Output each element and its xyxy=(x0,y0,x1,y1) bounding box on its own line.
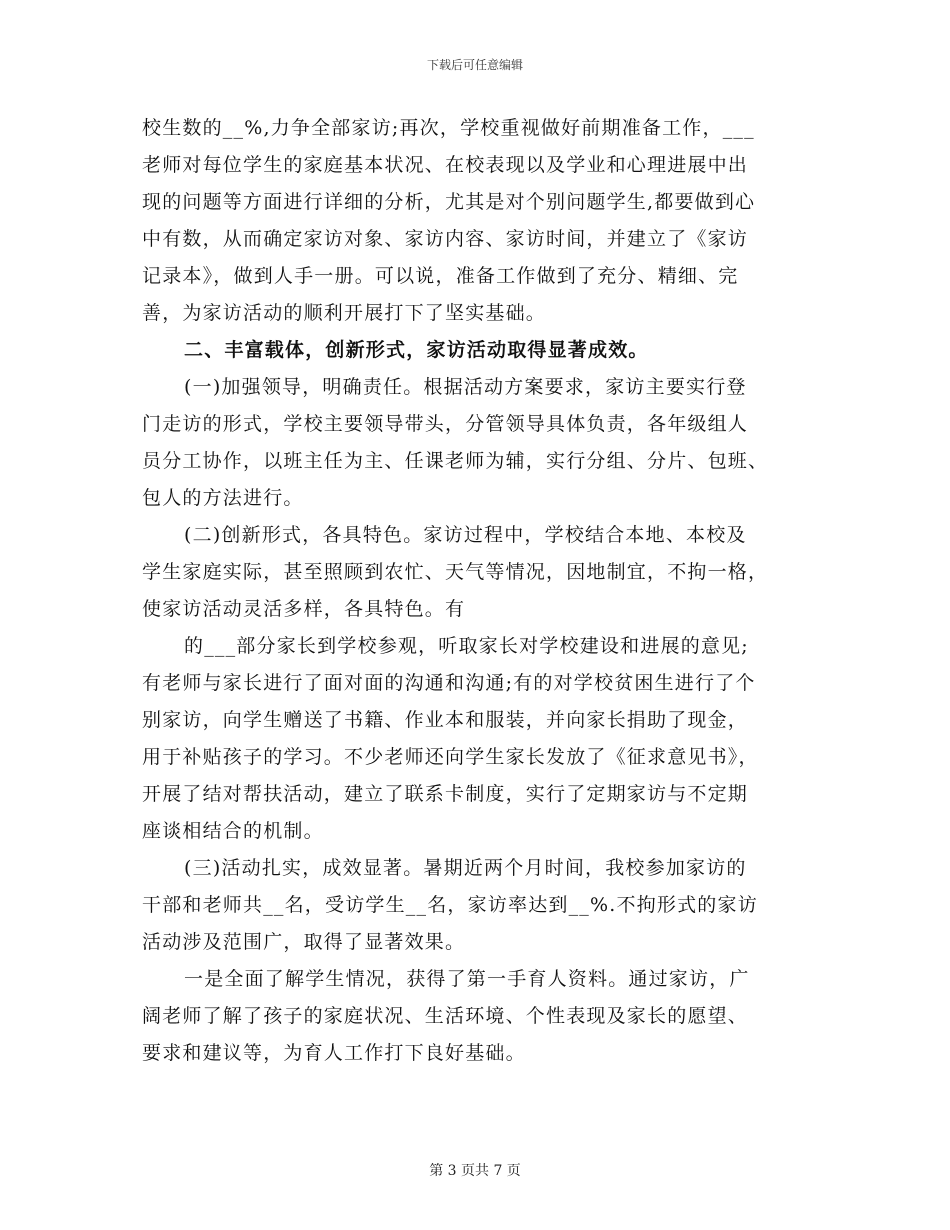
body-line: 老师对每位学生的家庭基本状况、在校表现以及学业和心理进展中出 xyxy=(142,154,749,176)
body-line: 用于补贴孩子的学习。不少老师还向学生家长发放了《征求意见书》， xyxy=(142,746,759,768)
body-line: 一是全面了解学生情况，获得了第一手育人资料。通过家访，广 xyxy=(184,968,750,990)
body-line: 校生数的__%,力争全部家访;再次，学校重视做好前期准备工作，___ xyxy=(142,117,755,139)
body-line: 活动涉及范围广，取得了显著效果。 xyxy=(142,931,466,953)
body-line: 学生家庭实际，甚至照顾到农忙、天气等情况，因地制宜，不拘一格， xyxy=(142,561,769,583)
body-line: 的___部分家长到学校参观，听取家长对学校建设和进展的意见; xyxy=(184,635,749,657)
body-line: 善，为家访活动的顺利开展打下了坚实基础。 xyxy=(142,302,547,324)
body-line: 使家访活动灵活多样，各具特色。有 xyxy=(142,598,466,620)
body-line: 门走访的形式，学校主要领导带头，分管领导具体负责，各年级组人 xyxy=(142,413,749,435)
section-heading: 二、丰富载体，创新形式，家访活动取得显著成效。 xyxy=(184,339,649,361)
body-line: 要求和建议等，为育人工作打下良好基础。 xyxy=(142,1042,526,1064)
body-line: (二)创新形式，各具特色。家访过程中，学校结合本地、本校及 xyxy=(184,524,747,546)
body-line: 员分工协作，以班主任为主、任课老师为辅，实行分组、分片、包班、 xyxy=(142,450,769,472)
body-line: 现的问题等方面进行详细的分析，尤其是对个别问题学生,都要做到心 xyxy=(142,191,756,213)
body-line: 中有数，从而确定家访对象、家访内容、家访时间，并建立了《家访 xyxy=(142,228,749,250)
body-line: 别家访，向学生赠送了书籍、作业本和服装，并向家长捐助了现金， xyxy=(142,709,749,731)
page-header: 下载后可任意编辑 xyxy=(426,58,523,72)
page-number: 第 3 页共 7 页 xyxy=(429,1163,521,1179)
body-line: 记录本》，做到人手一册。可以说，准备工作做到了充分、精细、完 xyxy=(142,265,739,287)
body-line: (一)加强领导，明确责任。根据活动方案要求，家访主要实行登 xyxy=(184,376,747,398)
body-line: 阔老师了解了孩子的家庭状况、生活环境、个性表现及家长的愿望、 xyxy=(142,1005,749,1027)
body-line: 包人的方法进行。 xyxy=(142,487,304,509)
body-line: 开展了结对帮扶活动，建立了联系卡制度，实行了定期家访与不定期 xyxy=(142,783,749,805)
body-line: 干部和老师共__名，受访学生__名，家访率达到__%.不拘形式的家访 xyxy=(142,894,758,916)
body-line: 座谈相结合的机制。 xyxy=(142,820,324,842)
document-body xyxy=(142,110,812,1072)
body-line: (三)活动扎实，成效显著。暑期近两个月时间，我校参加家访的 xyxy=(184,857,747,879)
body-line: 有老师与家长进行了面对面的沟通和沟通;有的对学校贫困生进行了个 xyxy=(142,672,756,694)
